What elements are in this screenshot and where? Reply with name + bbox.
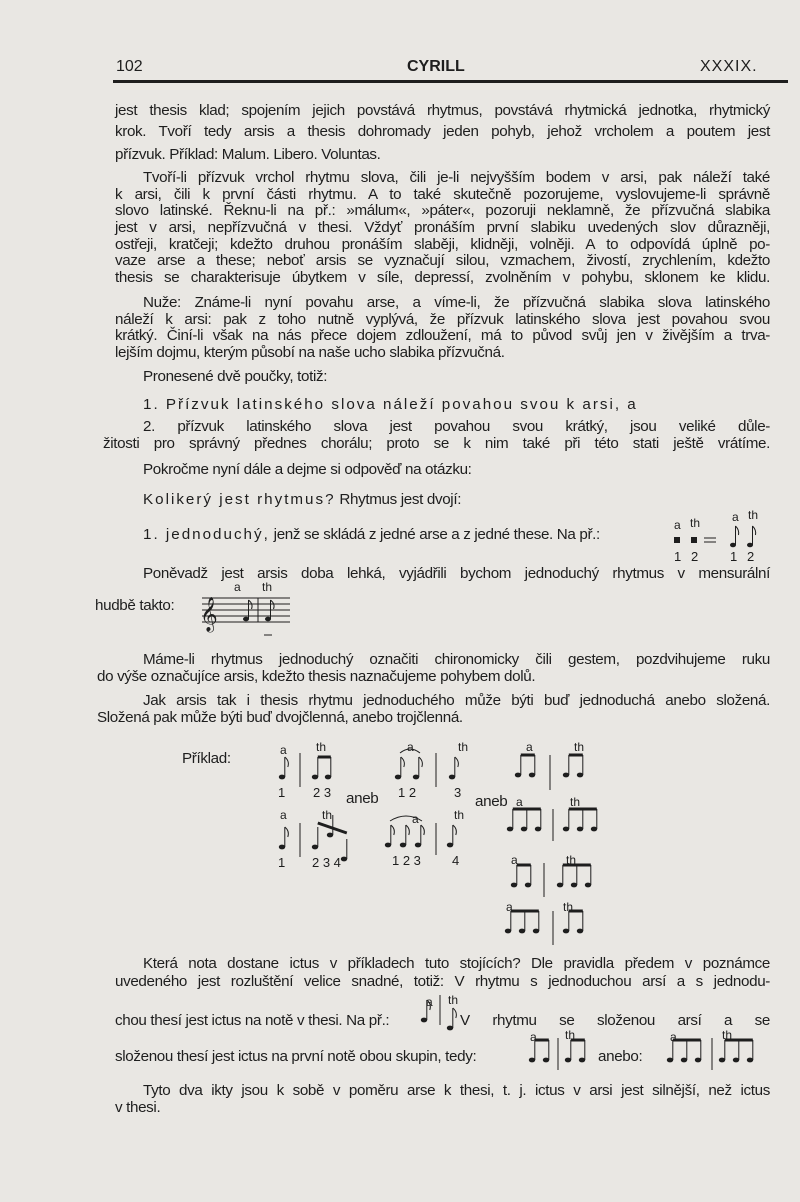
- thesis-label: th: [563, 900, 574, 914]
- example-label: Příklad:: [182, 750, 231, 767]
- thesis-label: th: [448, 993, 459, 1007]
- count-label: 1: [278, 855, 286, 870]
- note-head: [563, 929, 569, 934]
- arsis-label: a: [426, 995, 433, 1009]
- note-head: [395, 775, 401, 780]
- note-head: [579, 1058, 585, 1063]
- arsis-label: a: [674, 518, 681, 532]
- line: Jak arsis tak i thesis rhytmu jednoduchého může býti buď jednoduchá anebo složená.: [143, 692, 770, 709]
- note-head: [535, 827, 541, 832]
- note-head: [565, 1058, 571, 1063]
- note-flag: [401, 757, 405, 767]
- note-head: [529, 1058, 535, 1063]
- line: Která nota dostane ictus v příkladech tuto stojících? Dle pravidla předem v poznámce: [143, 955, 770, 972]
- line: chou thesí jest ictus na notě v thesi. Na př.:: [115, 1012, 390, 1029]
- thesis-label: th: [570, 795, 581, 809]
- note-flag: [453, 1008, 457, 1018]
- paragraph-8: [97, 692, 770, 726]
- line: Nuže: Známe-li nyní povahu arse, a víme-li, že přízvučná slabika slova latinského: [143, 294, 770, 311]
- running-title: CYRILL: [407, 58, 465, 75]
- note-head: [312, 845, 318, 850]
- note-head: [415, 843, 421, 848]
- thesis-label: th: [454, 808, 465, 822]
- line: jest thesis klad; spojením jejich povstává rhytmus, povstává rhytmická jednotka, rhytmický: [115, 102, 770, 119]
- note-head: [385, 843, 391, 848]
- simple-rest: jenž se skládá z jedné arse a z jedné these. Na př.:: [269, 526, 600, 543]
- simple-spaced: 1. jednoduchý,: [143, 526, 270, 543]
- line: V rhytmu se složenou arsí a se: [460, 1012, 770, 1029]
- arsis-label: a: [506, 900, 513, 914]
- note-head: [515, 773, 521, 778]
- note-head: [577, 773, 583, 778]
- question-rest: Rhytmus jest dvojí:: [335, 491, 462, 508]
- count-label: 1: [674, 549, 682, 564]
- line: Máme-li rhytmus jednoduchý označiti chironomicky čili gestem, pozdvihujeme ruku: [143, 651, 770, 668]
- thesis-label: th: [565, 1028, 576, 1042]
- note-head: [529, 773, 535, 778]
- line: slovo latinské. Řeknu-li na př.: »málum«, »páter«, pozoruji neklamně, že přízvučná slabika: [115, 202, 770, 220]
- note-head: [507, 827, 513, 832]
- note-head: [312, 775, 318, 780]
- line: jest v arsi, nepřízvučná v thesi. Vždyť pronáším první slabiku uvedených slov důrazněji,: [115, 219, 770, 237]
- note-head: [563, 827, 569, 832]
- thesis-label: th: [316, 740, 327, 754]
- arsis-label: a: [516, 795, 523, 809]
- line: lejším dojmu, kterým působí na naše ucho slabika přízvučná.: [115, 344, 505, 362]
- line: Tyto dva ikty jsou k sobě v poměru arse k thesi, t. j. ictus v arsi jest silnější, než ictus: [143, 1082, 770, 1099]
- note-head: [511, 883, 517, 888]
- note-head: [421, 1018, 427, 1023]
- line: náleží k arsi: pak z toho nutně vyplývá, že přízvuk latinského slova jest povahou svou: [115, 310, 770, 328]
- line: krok. Tvoří tedy arsis a thesis dohromady jeden pohyb, jehož vrcholem a poutem jest: [115, 122, 770, 140]
- line: 2. přízvuk latinského slova jest povahou svou krátký, jsou veliké důle-: [143, 418, 770, 435]
- svg-text:𝄞: 𝄞: [200, 597, 218, 632]
- notes-icon: [668, 510, 778, 566]
- thesis-label: th: [322, 808, 333, 822]
- ictus-notation: [410, 990, 780, 1080]
- thesis-label: th: [748, 508, 759, 522]
- thesis-label: th: [722, 1028, 733, 1042]
- line: Pokročme nyní dále a dejme si odpověď na otázku:: [143, 461, 472, 478]
- arsis-label: a: [280, 743, 287, 757]
- count-label: 1 2: [398, 785, 417, 800]
- or-label: aneb: [475, 793, 508, 810]
- count-label: 4: [452, 853, 460, 868]
- note-flag: [419, 757, 423, 767]
- volume-number: XXXIX.: [700, 58, 758, 75]
- rule-1: [115, 397, 770, 414]
- arsis-label: a: [732, 510, 739, 524]
- note-flag: [406, 825, 410, 835]
- note-head: [591, 827, 597, 832]
- paragraph-7: [97, 651, 770, 685]
- note-head: [279, 845, 285, 850]
- note-head: [525, 883, 531, 888]
- note-head: [413, 775, 419, 780]
- page-number: 102: [116, 58, 143, 75]
- example-notation: [270, 735, 630, 945]
- arsis-label: a: [407, 740, 414, 754]
- rule-2: [103, 418, 770, 452]
- note-head: [681, 1058, 687, 1063]
- thesis-label: th: [262, 580, 273, 594]
- note-head: [400, 843, 406, 848]
- note-head: [667, 1058, 673, 1063]
- note-flag: [453, 825, 457, 835]
- note-head: [577, 827, 583, 832]
- staff-notes-icon: [196, 580, 296, 640]
- note-head: [571, 883, 577, 888]
- paragraph-2: [115, 170, 770, 287]
- arsis-label: a: [234, 580, 241, 594]
- count-label: 2: [747, 549, 755, 564]
- line: do výše označujíce arsis, kdežto thesis naznačujeme pohybem dolů.: [97, 667, 536, 685]
- note-head: [341, 857, 347, 862]
- or-label: aneb: [346, 790, 379, 807]
- note-head: [577, 929, 583, 934]
- note-head: [327, 833, 333, 838]
- arsis-label: a: [280, 808, 287, 822]
- note-head: [543, 1058, 549, 1063]
- note-head: [563, 773, 569, 778]
- count-label: 2: [691, 549, 699, 564]
- paragraph-9: [115, 956, 770, 990]
- count-label: 1: [730, 549, 738, 564]
- header-rule: [113, 80, 788, 83]
- count-label: 2 3: [313, 785, 332, 800]
- note-flag: [391, 825, 395, 835]
- line: Složená pak může býti buď dvojčlenná, anebo trojčlenná.: [97, 708, 463, 726]
- line: Tvoří-li přízvuk vrchol rhytmu slova, čili je-li nejvyšším bodem v arsi, pak náleží také: [143, 169, 770, 186]
- line: hudbě takto:: [95, 596, 175, 614]
- arsis-label: a: [670, 1030, 677, 1044]
- note-head: [447, 1026, 453, 1031]
- thesis-label: th: [458, 740, 469, 754]
- paragraph-3: [115, 295, 770, 362]
- note-head: [557, 883, 563, 888]
- line: krátký. Činí-li však na nás přece dojem zdloužení, má to původ svůj jen v živějším a trva-: [115, 327, 770, 345]
- count-label: 1 2 3: [392, 853, 421, 868]
- line: uvedeného jest rozluštění velice snadné, totiž: V rhytmu s jednoduchou arsí a s jednodu-: [115, 972, 770, 990]
- note-beam: [318, 823, 347, 833]
- line: thesis se charakterisuje úbytkem v síle, depressí, zvolněním v pohybu, sklonem ke klidu.: [115, 269, 770, 287]
- note-head: [449, 775, 455, 780]
- paragraph-10: [115, 1083, 770, 1116]
- arsis-label: a: [526, 740, 533, 754]
- note-flag: [455, 757, 459, 767]
- question: [115, 492, 770, 509]
- note-head: [719, 1058, 725, 1063]
- line: v thesi.: [115, 1098, 161, 1116]
- note-head: [733, 1058, 739, 1063]
- note-head: [519, 929, 525, 934]
- question-spaced: Kolikerý jest rhytmus?: [143, 491, 336, 508]
- count-label: 2 3 4: [312, 855, 341, 870]
- arsis-label: a: [511, 853, 518, 867]
- note-flag: [285, 827, 289, 837]
- line: ostřeji, kratčeji; kdežto druhou pronáším slaběji, klidněji, volněji. A to odpovídá úplně po-: [115, 235, 770, 253]
- paragraph-4: [115, 369, 770, 386]
- line: 1. Přízvuk latinského slova náleží povahou svou k arsi, a: [143, 396, 638, 413]
- simple-rhythm-notation: [668, 510, 778, 566]
- note-flag: [285, 757, 289, 767]
- mensural-staff: [196, 580, 296, 640]
- line: žitosti pro správný přednes chorálu; proto se k nim také při této stati ještě vrátíme.: [103, 434, 770, 452]
- arsis-label: a: [530, 1030, 537, 1044]
- line: přízvuk. Příklad: Malum. Libero. Voluntas.: [115, 146, 381, 164]
- note-head: [747, 1058, 753, 1063]
- thesis-label: th: [566, 853, 577, 867]
- arsis-label: a: [412, 812, 419, 826]
- line: k arsi, čili k první části rhytmu. A to také skutečně pozorujeme, vyslovujeme-li správně: [115, 185, 770, 203]
- line: anebo:: [598, 1048, 643, 1065]
- line: vaze arse a these; neboť arsis se vyznačují silou, vzmachem, živostí, zrychlením, kdežto: [115, 252, 770, 270]
- paragraph-1: [115, 103, 770, 164]
- line: Pronesené dvě poučky, totiž:: [143, 368, 328, 385]
- thesis-label: th: [690, 516, 701, 530]
- note-head: [447, 843, 453, 848]
- note-head: [325, 775, 331, 780]
- note-head: [505, 929, 511, 934]
- paragraph-5: [115, 462, 770, 479]
- line: Poněvadž jest arsis doba lehká, vyjádřili bychom jednoduchý rhytmus v mensurální: [143, 565, 770, 582]
- note-head: [521, 827, 527, 832]
- note-head: [695, 1058, 701, 1063]
- note-flag: [427, 1000, 431, 1010]
- note-flag: [421, 825, 425, 835]
- line: složenou thesí jest ictus na první notě obou skupin, tedy:: [115, 1048, 477, 1065]
- note-head: [279, 775, 285, 780]
- note-head: [585, 883, 591, 888]
- count-label: 1: [278, 785, 286, 800]
- count-label: 3: [454, 785, 462, 800]
- note-head: [533, 929, 539, 934]
- thesis-label: th: [574, 740, 585, 754]
